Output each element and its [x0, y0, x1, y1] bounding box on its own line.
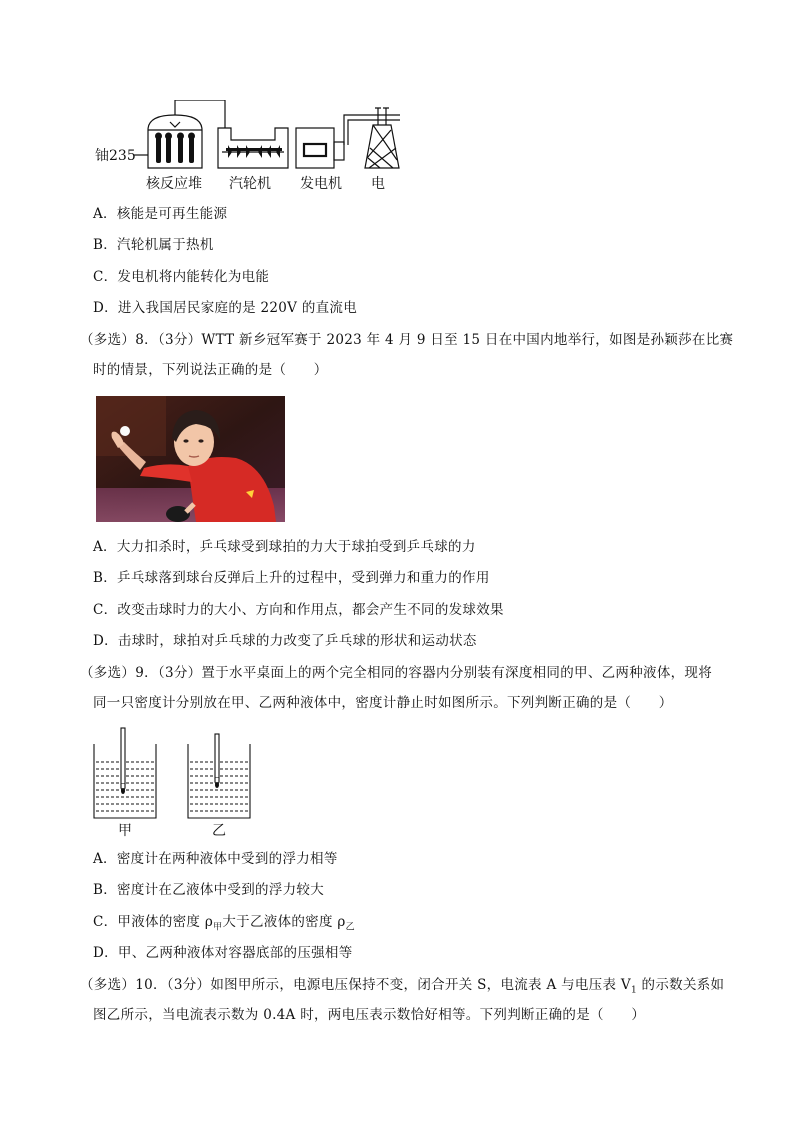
q10-stem-line1-sub: 1	[630, 985, 637, 996]
q9-option-c-sub2: 乙	[345, 922, 355, 933]
q7-option-a: A．核能是可再生能源	[93, 206, 228, 222]
q9-option-d: D．甲、乙两种液体对容器底部的压强相等	[93, 945, 353, 961]
q9-option-c	[93, 912, 355, 938]
q7-option-b: B．汽轮机属于热机	[93, 237, 214, 253]
q10-stem-line1-b: 的示数关系如	[636, 977, 725, 993]
hydrometer-beakers-figure	[90, 722, 260, 822]
label-electricity: 电	[371, 176, 385, 192]
uranium-label: 铀235	[95, 148, 136, 164]
label-reactor: 核反应堆	[146, 176, 202, 192]
beaker-yi	[188, 734, 250, 818]
q7-option-d: D．进入我国居民家庭的是 220V 的直流电	[93, 300, 358, 316]
q9-option-c-mid: 大于乙液体的密度 ρ	[222, 914, 346, 930]
q9-option-c-text: C．甲液体的密度 ρ	[93, 914, 214, 930]
q10-stem-line1-a: （多选）10．（3分）如图甲所示，电源电压保持不变，闭合开关 S，电流表 A 与电压表 V	[80, 977, 631, 993]
label-generator: 发电机	[300, 176, 342, 192]
q10-stem-line2: 图乙所示，当电流表示数为 0.4A 时，两电压表示数恰好相等。下列判断正确的是（ ）	[93, 1007, 646, 1023]
q8-stem-line2: 时的情景，下列说法正确的是（ ）	[93, 362, 328, 378]
q9-option-c-sub1: 甲	[213, 922, 223, 933]
q8-option-d: D．击球时，球拍对乒乓球的力改变了乒乓球的形状和运动状态	[93, 633, 477, 649]
q10-stem-line1	[80, 975, 724, 1001]
q7-option-c: C．发电机将内能转化为电能	[93, 269, 270, 285]
q9-stem-line1: （多选）9．（3分）置于水平桌面上的两个完全相同的容器内分别装有深度相同的甲、乙两种液体，现将	[80, 665, 713, 681]
q9-option-b: B．密度计在乙液体中受到的浮力较大	[93, 882, 325, 898]
nuclear-plant-diagram	[90, 100, 410, 172]
label-yi: 乙	[212, 823, 226, 839]
label-turbine: 汽轮机	[229, 176, 271, 192]
q8-option-b: B．乒乓球落到球台反弹后上升的过程中，受到弹力和重力的作用	[93, 570, 490, 586]
q9-option-a: A．密度计在两种液体中受到的浮力相等	[93, 851, 338, 867]
q8-option-c: C．改变击球时力的大小、方向和作用点，都会产生不同的发球效果	[93, 602, 504, 618]
beaker-jia	[94, 728, 156, 818]
generator	[296, 128, 344, 168]
label-jia: 甲	[118, 823, 132, 839]
q8-stem-line1: （多选）8．（3分）WTT 新乡冠军赛于 2023 年 4 月 9 日至 15 日在中国内地举行，如图是孙颖莎在比赛	[80, 332, 734, 348]
q9-stem-line2: 同一只密度计分别放在甲、乙两种液体中，密度计静止时如图所示。下列判断正确的是（ ）	[93, 695, 673, 711]
power-tower	[365, 108, 399, 168]
table-tennis-photo	[96, 396, 285, 522]
q8-option-a: A．大力扣杀时，乒乓球受到球拍的力大于球拍受到乒乓球的力	[93, 539, 476, 555]
